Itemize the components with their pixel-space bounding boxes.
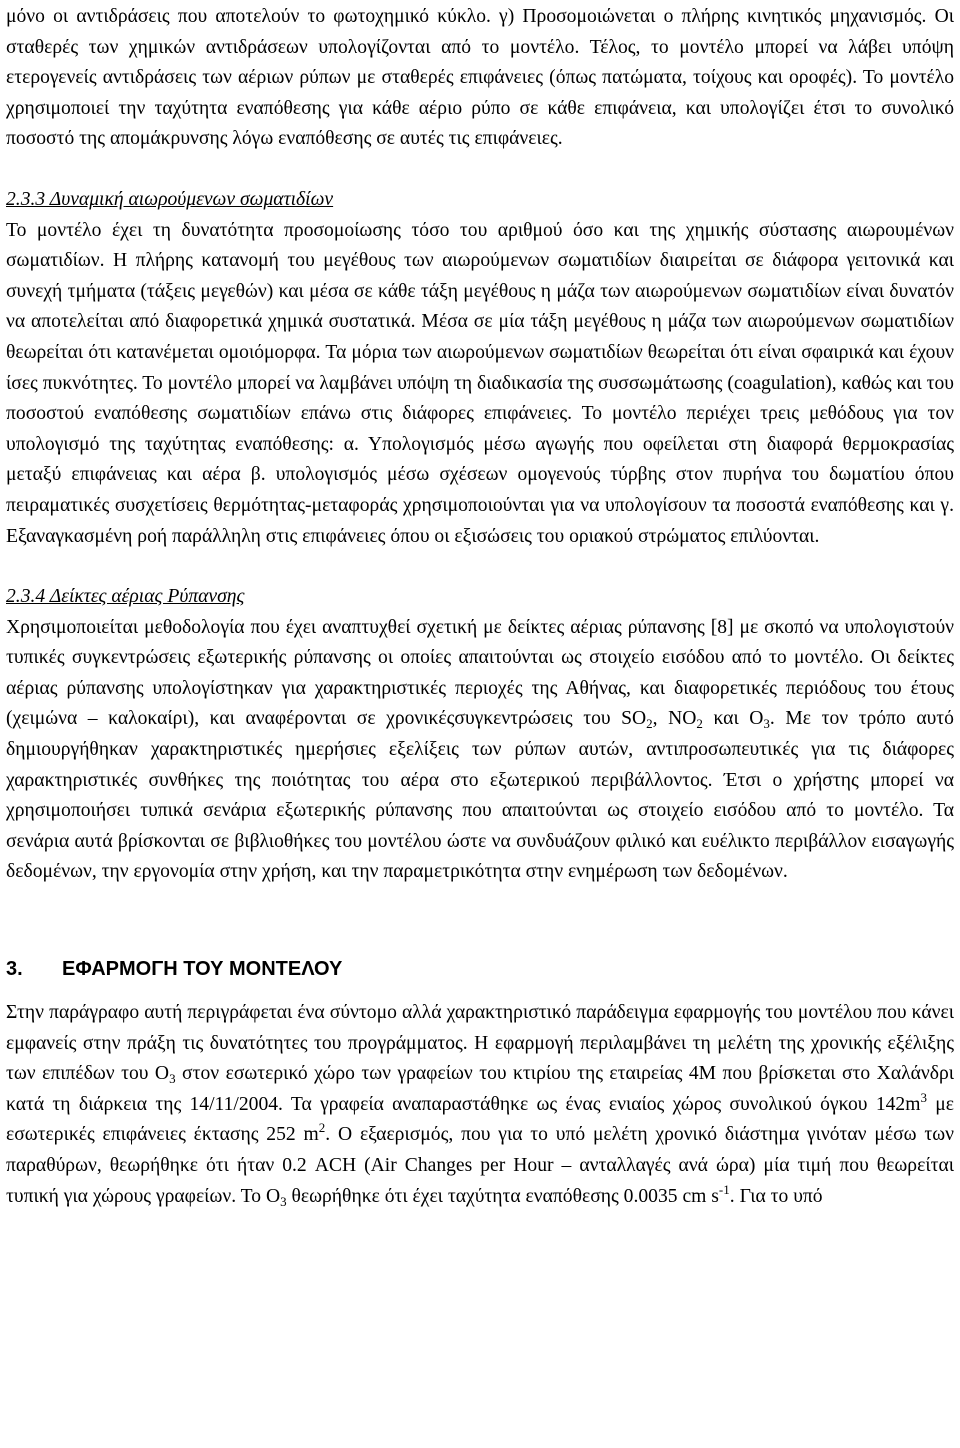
paragraph-intro: μόνο οι αντιδράσεις που αποτελούν το φωτοχημικό κύκλο. γ) Προσομοιώνεται ο πλήρης κινητικός μηχανισμός. Οι σταθερές των χημικών αντιδράσεων υπολογίζονται από το μοντέλο. Τέλος, το μοντέλο μπορεί να λάβει υπόψη ετερογενείς αντιδράσεις των αέριων ρύπων με σταθερές επιφάνειες (όπως πατώματα, τοίχους και οροφές). Το μοντέλο χρησιμοποιεί την ταχύτητα εναπόθεσης για κάθε αέριο ρύπο σε κάθε επιφάνεια, και υπολογίζει έτσι το συνολικό ποσοστό της απομάκρυνσης λόγω εναπόθεσης σε αυτές τις επιφάνειες.: [6, 6, 954, 150]
section-2-3-4-body: Χρησιμοποιείται μεθοδολογία που έχει αναπτυχθεί σχετική με δείκτες αέριας ρύπανσης [8] με σκοπό να υπολογιστούν τυπικές συγκεντρώσεις εξωτερικής ρύπανσης οι οποίες απαιτούνται ως στοιχείο εισόδου από το μοντέλο. Οι δείκτες αέριας ρύπανσης υπολογίστηκαν για χαρακτηριστικές περιοχές της Αθήνας, και διαφορετικές περιόδους του έτους (χειμώνα – καλοκαίρι), και αναφέρονται σε χρονικέςσυγκεντρώσεις του $SO_2$, $NO_2$ και $O_3$. Με τον τρόπο αυτό δημιουργήθηκαν χαρακτηριστικές ημερήσιες εξελίξεις των ρύπων αυτών, αντιπροσωπευτικές για τις διάφορες χαρακτηριστικές συνθήκες της ποιότητας του αέρα στο εξωτερικού περιβάλλοντος. Έτσι ο χρήστης μπορεί να χρησιμοποιήσει τυπικά σενάρια εξωτερικής ρύπανσης που απαιτούνται ως στοιχείο εισόδου από το μοντέλο. Τα σενάρια αυτά βρίσκονται σε βιβλιοθήκες του μοντέλου ώστε να συνδυάζουν φιλικό και ευέλικτο περιβάλλον εισαγωγής δεδομένων, την εργονομία στην χρήση, και την παραμετρικότητα στην ενημέρωση των δεδομένων.: [6, 616, 954, 883]
section-2-3-3-title: 2.3.3 Δυναμική αιωρούμενων σωματιδίων: [6, 188, 334, 210]
section-2-3-4-title: 2.3.4 Δείκτες αέριας Ρύπανσης: [6, 586, 245, 608]
section-2-3-3-body: Το μοντέλο έχει τη δυνατότητα προσομοίωσης τόσο του αριθμού όσο και της χημικής σύστασης αιωρουμένων σωματιδίων. Η πλήρης κατανομή του μεγέθους των αιωρούμενων σωματιδίων διαιρείται σε διάφορα γειτονικά και συνεχή τμήματα (τάξεις μεγεθών) και μέσα σε κάθε τάξη μεγέθους η μάζα των αιωρούμενων σωματιδίων είναι δυνατόν να αποτελείται από διαφορετικά χημικά συστατικά. Μέσα σε μία τάξη μεγέθους η μάζα των αιωρούμενων σωματιδίων θεωρείται ότι κατανέμεται ομοιόμορφα. Τα μόρια των αιωρούμενων σωματιδίων θεωρείται ότι είναι σφαιρικά και έχουν ίσες πυκνότητες. Το μοντέλο μπορεί να λαμβάνει υπόψη τη διαδικασία της συσσωμάτωσης (coagulation), καθώς και του ποσοστού εναπόθεσης σωματιδίων επάνω στις διάφορες επιφάνειες. Το μοντέλο περιέχει τρεις μεθόδους για τον υπολογισμό της ταχύτητας εναπόθεσης: α. Υπολογισμός μέσω αγωγής που οφείλεται στη διαφορά θερμοκρασίας μεταξύ επιφάνειας και αέρα β. υπολογισμός μέσω σχέσεων ομογενούς τύρβης στον πυρήνα του δωματίου όπου πειραματικές συσχετίσεις θερμότητας-μεταφοράς χρησιμοποιούνται για να υπολογίσουν τα ποσοστά εναπόθεσης και γ. Εξαναγκασμένη ροή παράλληλη στις επιφάνειες όπου οι εξισώσεις του οριακού στρώματος επιλύονται.: [6, 219, 954, 547]
document-page: [6, 0, 954, 1212]
section-3-number: 3.: [6, 958, 23, 981]
section-3-body: Στην παράγραφο αυτή περιγράφεται ένα σύντομο αλλά χαρακτηριστικό παράδειγμα εφαρμογής του μοντέλου που κάνει εμφανείς στην πράξη τις δυνατότητες του προγράμματος. Η εφαρμογή περιλαμβάνει τη μελέτη της χρονικής εξέλιξης των επιπέδων του $O_3$ στον εσωτερικό χώρο των γραφείων του κτιρίου της εταιρείας 4M που βρίσκεται στο Χαλάνδρι κατά τη διάρκεια της 14/11/2004. Τα γραφεία αναπαραστάθηκε ως ένας ενιαίος χώρος συνολικού όγκου $142m^3$ με εσωτερικές επιφάνειες έκτασης 252 $m^2$. Ο εξαερισμός, που για το υπό μελέτη χρονικό διάστημα γινόταν μέσω των παραθύρων, θεωρήθηκε ότι ήταν 0.2 ACH (Air Changes per Hour – ανταλλαγές ανά ώρα) μία τιμή που θεωρείται τυπική για χώρους γραφείων. Το $O_3$ θεωρήθηκε ότι έχει ταχύτητα εναπόθεσης 0.0035 cm $s^{-1}$. Για το υπό: [6, 1002, 954, 1209]
section-3-heading: [6, 954, 954, 984]
section-3-title: ΕΦΑΡΜΟΓΗ ΤΟΥ ΜΟΝΤΕΛΟΥ: [62, 958, 343, 981]
